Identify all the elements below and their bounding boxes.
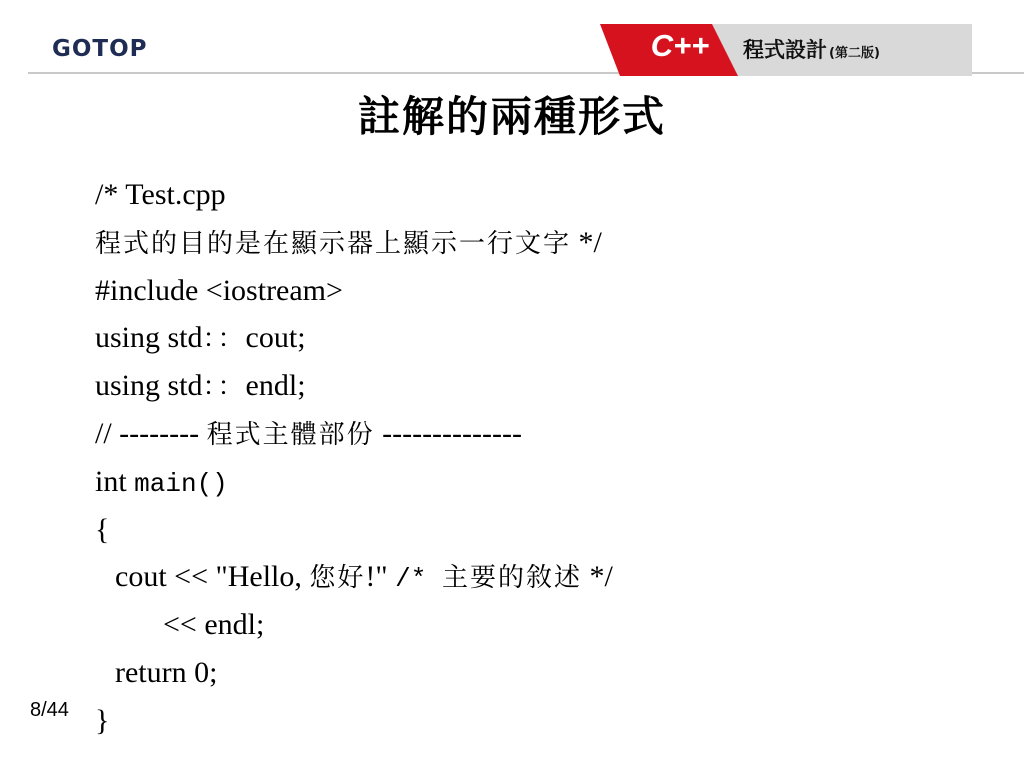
code-segment: /* Test.cpp bbox=[95, 178, 226, 211]
code-segment: endl; bbox=[245, 369, 306, 403]
code-listing bbox=[95, 173, 613, 747]
gotop-logo: GOTOP bbox=[52, 36, 148, 62]
code-segment: main() bbox=[134, 468, 228, 499]
code-line bbox=[95, 508, 613, 556]
page-number: 8/44 bbox=[30, 699, 69, 721]
code-segment: #include <iostream> bbox=[95, 273, 343, 307]
code-line bbox=[95, 269, 613, 317]
badge-edition-label: (第二版) bbox=[829, 46, 880, 61]
code-segment: */ bbox=[571, 225, 602, 259]
code-segment: int bbox=[95, 464, 135, 498]
slide-title: 註解的兩種形式 bbox=[357, 92, 666, 141]
code-line bbox=[95, 316, 613, 364]
code-line bbox=[95, 460, 613, 508]
code-segment: 程式主體部份 bbox=[206, 419, 375, 450]
code-line bbox=[95, 173, 613, 221]
code-segment: << endl; bbox=[163, 608, 265, 642]
code-segment: */ bbox=[581, 560, 613, 594]
badge-language-label: C++ bbox=[650, 28, 710, 63]
code-segment: !" bbox=[365, 560, 396, 594]
code-line bbox=[95, 651, 613, 699]
badge-title-text: 程式設計 bbox=[743, 38, 827, 62]
code-segment: { bbox=[95, 512, 110, 546]
code-segment: 您好 bbox=[309, 563, 366, 594]
code-segment: using std bbox=[95, 369, 203, 403]
code-segment: using std bbox=[95, 321, 203, 355]
code-segment: cout << "Hello, bbox=[115, 560, 310, 594]
code-line bbox=[95, 699, 613, 747]
code-segment: /* bbox=[395, 564, 442, 595]
code-line bbox=[95, 603, 613, 651]
code-segment: ：： bbox=[202, 372, 246, 403]
badge-book-title bbox=[743, 34, 880, 64]
book-title-badge bbox=[600, 24, 972, 76]
code-line bbox=[95, 364, 613, 412]
code-segment: } bbox=[95, 703, 110, 737]
code-segment: cout; bbox=[245, 321, 306, 355]
code-line bbox=[95, 412, 613, 460]
code-segment: ：： bbox=[202, 324, 246, 355]
code-segment: 程式的目的是在顯示器上顯示一行文字 bbox=[95, 228, 572, 259]
code-segment: // -------- bbox=[95, 416, 207, 450]
code-line bbox=[95, 221, 613, 269]
code-segment: 主要的敘述 bbox=[441, 563, 582, 594]
code-segment: return 0; bbox=[115, 655, 218, 689]
code-line bbox=[95, 555, 613, 603]
code-segment: -------------- bbox=[374, 416, 522, 450]
